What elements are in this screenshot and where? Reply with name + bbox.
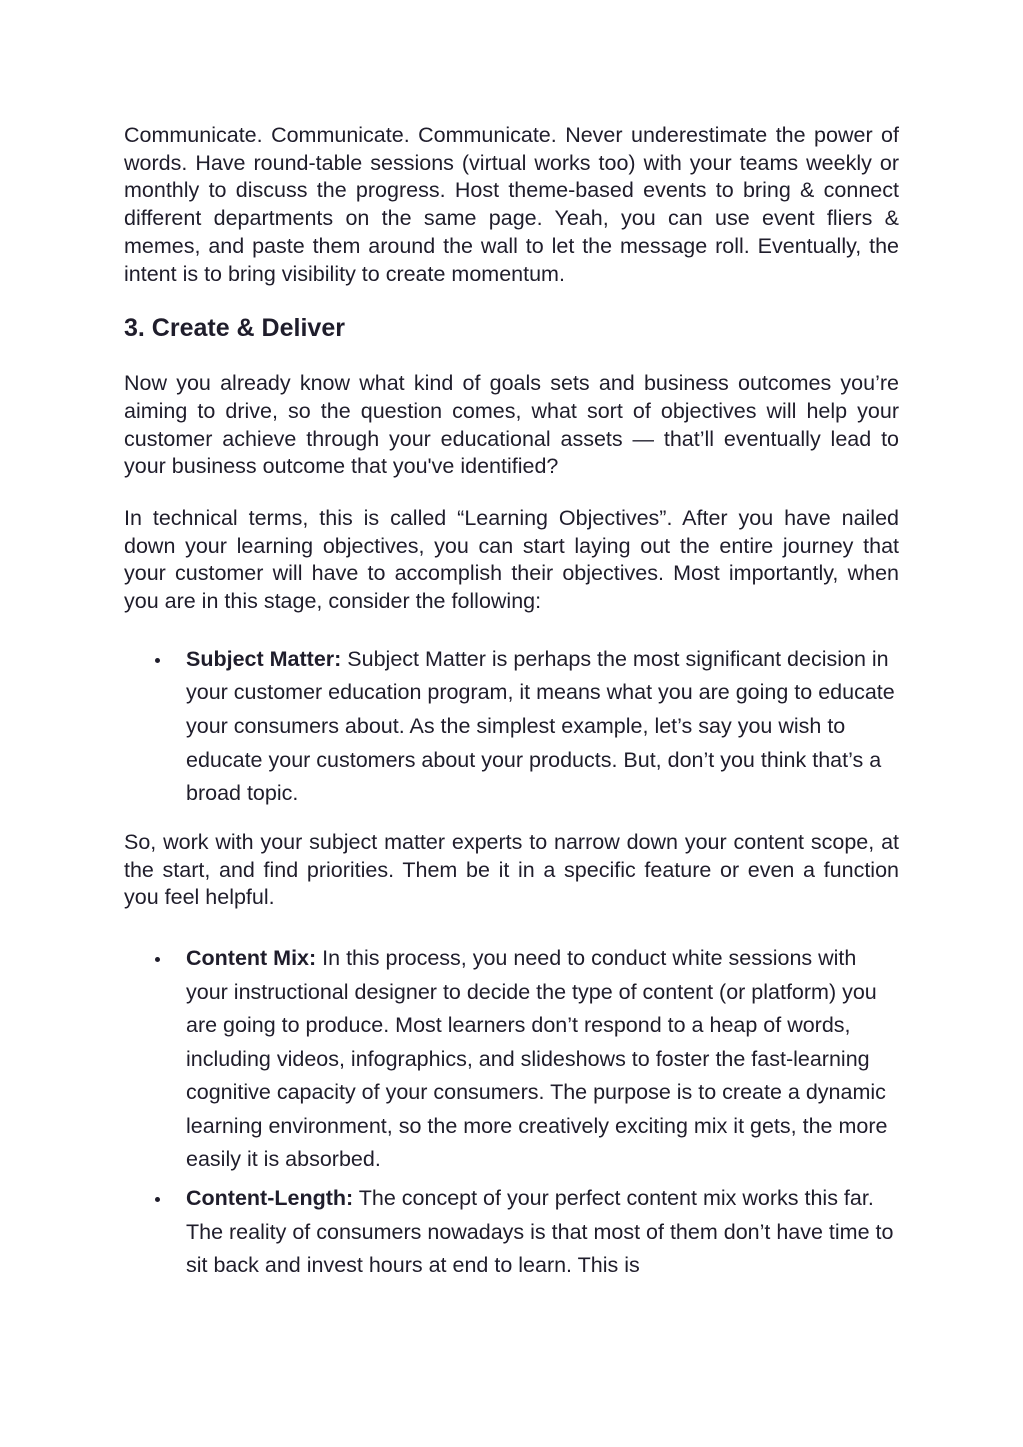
bullet-list-content (124, 942, 899, 1283)
objectives-paragraph: In technical terms, this is called “Learning Objectives”. After you have nailed down your learning objectives, you can start laying out the entire journey that your customer will have to accomplish their objectives. Most importantly, when you are in this stage, consider the following: (124, 506, 899, 614)
bullet-item-content-length (124, 1182, 899, 1283)
bullet-icon (155, 658, 160, 663)
bullet-list-subject (124, 643, 899, 811)
bullet-icon (155, 1197, 160, 1202)
bullet-label: Content Mix: (186, 945, 317, 970)
bullet-text: The concept of your perfect content mix works this far. The reality of consumers nowadays is that most of them don’t have time to sit back and invest hours at end to learn. This is (186, 1186, 894, 1278)
bullet-item-content-mix (124, 942, 899, 1177)
intro-paragraph: Communicate. Communicate. Communicate. Never underestimate the power of words. Have round-table sessions (virtual works too) with your teams weekly or monthly to discuss the progress. Host theme-based events to bring & connect different departments on the same page. Yeah, you can use event fliers & memes, and paste them around the wall to let the message roll. Eventually, the intent is to bring visibility to create momentum. (124, 123, 899, 286)
section-heading: 3. Create & Deliver (124, 314, 345, 343)
scope-paragraph: So, work with your subject matter experts to narrow down your content scope, at the start, and find priorities. Them be it in a specific feature or even a function you feel helpful. (124, 829, 899, 910)
goals-paragraph: Now you already know what kind of goals sets and business outcomes you’re aiming to drive, so the question comes, what sort of objectives will help your customer achieve through your educational assets — that’ll eventually lead to your business outcome that you've identified? (124, 371, 899, 479)
bullet-icon (155, 957, 160, 962)
bullet-text: Subject Matter is perhaps the most significant decision in your customer education program, it means what you are going to educate your consumers about. As the simplest example, let’s say you wish to educate your customers about your products. But, don’t you think that’s a broad topic. (186, 646, 895, 806)
bullet-item-subject-matter (124, 643, 899, 811)
bullet-text: In this process, you need to conduct white sessions with your instructional designer to decide the type of content (or platform) you are going to produce. Most learners don’t respond to a heap of words, including videos, infographics, and slideshows to foster the fast-learning cognitive capacity of your consumers. The purpose is to create a dynamic learning environment, so the more creatively exciting mix it gets, the more easily it is absorbed. (186, 945, 888, 1172)
bullet-label: Content-Length: (186, 1186, 354, 1211)
document-page (124, 122, 899, 1283)
bullet-label: Subject Matter: (186, 646, 342, 671)
